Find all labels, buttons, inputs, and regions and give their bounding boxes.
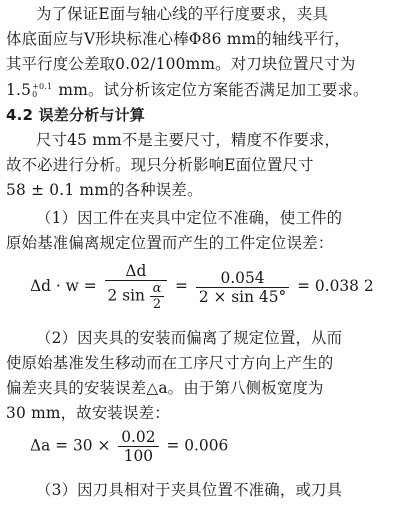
text-line: 偏差夹具的安装误差△a。由于第八侧板宽度为 (6, 379, 324, 397)
text-line: 尺寸45 mm不是主要尺寸，精度不作要求， (36, 131, 341, 149)
text-line: 使原始基准发生移动而在工序尺寸方向上产生的 (6, 354, 334, 372)
text-line: 其平行度公差取0.02/100mm。对刀块位置尺寸为 (6, 55, 356, 73)
formula-lhs: Δa = 30 × (30, 436, 111, 455)
text-line: 为了保证E面与轴心线的平行度要求，夹具 (36, 5, 329, 23)
dimension-tolerance: +0.1 0 (32, 82, 53, 99)
text-line-with-dimension (6, 80, 369, 100)
text-line: （2）因夹具的安装而偏离了规定位置，从而 (36, 329, 343, 347)
text-line: 58 ± 0.1 mm的各种误差。 (6, 181, 203, 199)
fraction: $\frac{0.02}{100}$ (118, 428, 158, 465)
formula-positioning-error: Δd · w = Δd 2 sin $\frac{\alpha}{2}$ = $\frac{0.054}{2 \times \sin 45^\circ}$ = 0.038 2 (30, 262, 374, 312)
text-line: （1）因工件在夹具中定位不准确，使工件的 (36, 209, 343, 227)
text-line: 故不必进行分析。现只分析影响E面位置尺寸 (6, 156, 314, 174)
formula-result: = 0.038 2 (297, 277, 374, 295)
text-line: 30 mm，故安装误差： (6, 404, 170, 422)
dimension-base: 1.5 (6, 81, 32, 99)
fraction: $\frac{0.054}{2 \times \sin 45^\circ}$ (196, 269, 289, 306)
text-segment: mm。试分析该定位方案能否满足加工要求。 (58, 81, 369, 99)
text-line: 原始基准偏离规定位置而产生的工件定位误差： (6, 234, 334, 252)
formula-result: = 0.006 (166, 436, 229, 455)
section-heading: 4.2 误差分析与计算 (6, 106, 145, 124)
formula-lhs: Δd · w = (30, 277, 97, 295)
text-line: 体底面应与V形块标准心棒Φ86 mm的轴线平行， (6, 30, 350, 48)
fraction: Δd 2 sin $\frac{\alpha}{2}$ (105, 262, 168, 312)
text-line: （3）因刀具相对于夹具位置不准确，或刀具 (36, 481, 343, 499)
formula-installation-error (30, 428, 228, 465)
